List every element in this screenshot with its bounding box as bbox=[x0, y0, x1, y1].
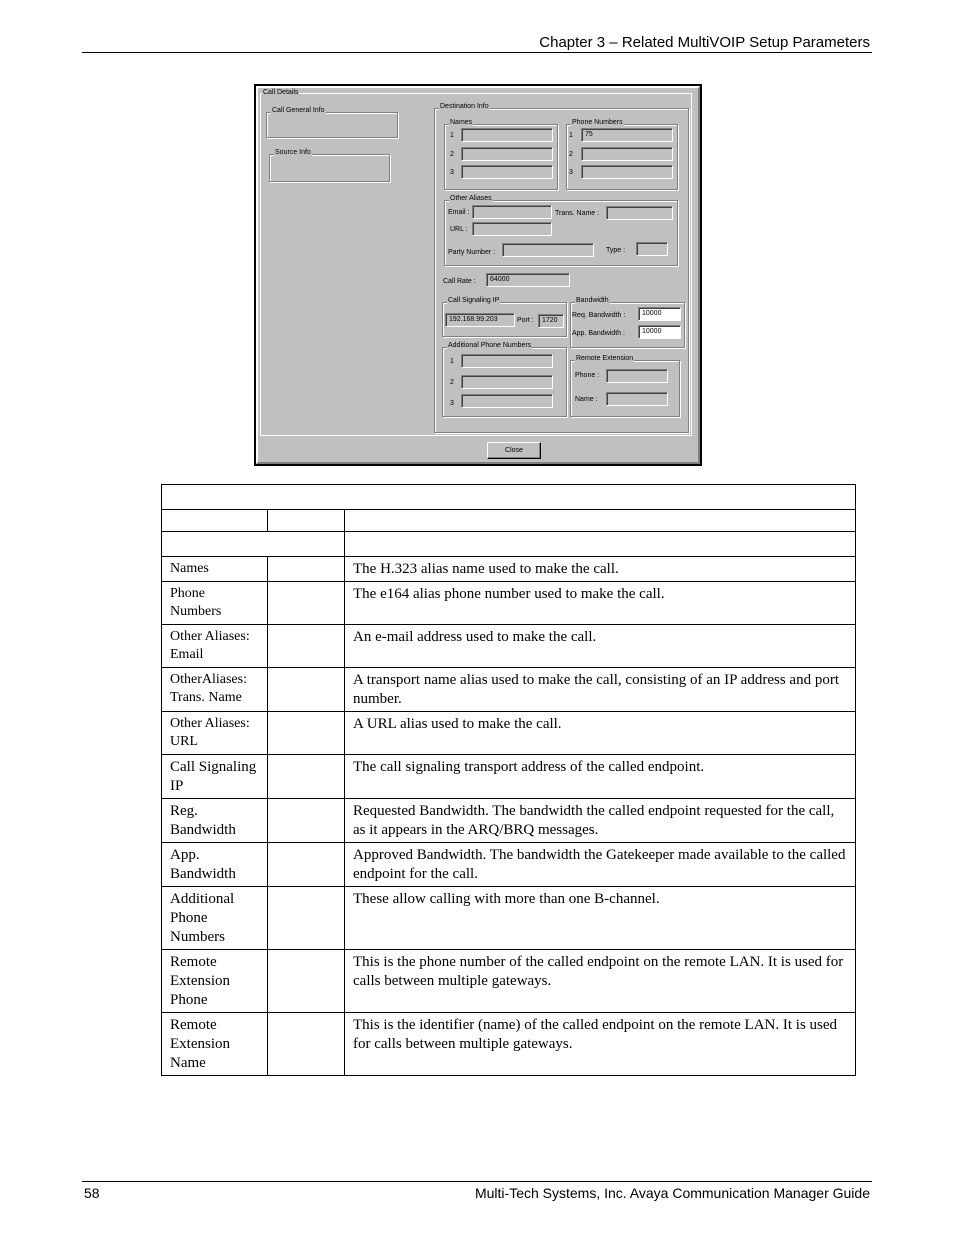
phone-row-1-label: 1 bbox=[569, 132, 573, 139]
description-cell: This is the identifier (name) of the called endpoint on the remote LAN. It is used for calls between multiple gateways. bbox=[345, 1013, 856, 1076]
description-cell: The e164 alias phone number used to make the call. bbox=[345, 582, 856, 625]
app-bandwidth-field[interactable]: 10000 bbox=[638, 325, 681, 339]
field-name-cell: Additional Phone Numbers bbox=[162, 887, 268, 950]
description-cell: The H.323 alias name used to make the call. bbox=[345, 557, 856, 582]
other-aliases-caption: Other Aliases bbox=[450, 195, 492, 202]
table-row bbox=[162, 950, 856, 1013]
close-button[interactable]: Close bbox=[487, 442, 541, 459]
field-name-cell: Call Signaling IP bbox=[162, 755, 268, 799]
type-field[interactable] bbox=[636, 242, 668, 256]
table-row bbox=[162, 582, 856, 625]
table-row bbox=[162, 557, 856, 582]
call-rate-field[interactable]: 64000 bbox=[486, 273, 570, 287]
trans-name-field[interactable] bbox=[606, 206, 673, 220]
table-row bbox=[162, 755, 856, 799]
description-cell: The call signaling transport address of the called endpoint. bbox=[345, 755, 856, 799]
call-rate-label: Call Rate : bbox=[443, 278, 476, 285]
req-bandwidth-label: Req. Bandwidth : bbox=[572, 312, 626, 319]
empty-cell bbox=[268, 557, 345, 582]
additional-phone-numbers-caption: Additional Phone Numbers bbox=[448, 342, 532, 349]
table-header-cell bbox=[345, 510, 856, 532]
field-name-cell: Other Aliases: URL bbox=[162, 712, 268, 755]
empty-cell bbox=[268, 755, 345, 799]
additional-phone-1-field[interactable] bbox=[461, 354, 553, 368]
names-caption: Names bbox=[450, 119, 473, 126]
field-name-cell: Other Aliases: Email bbox=[162, 625, 268, 668]
phone-number-2-field[interactable] bbox=[581, 147, 673, 161]
chapter-title: Chapter 3 – Related MultiVOIP Setup Parameters bbox=[539, 34, 870, 51]
names-row-3-label: 3 bbox=[450, 169, 454, 176]
call-details-table bbox=[161, 484, 856, 1076]
remote-extension-caption: Remote Extension bbox=[576, 355, 634, 362]
table-title-row bbox=[162, 485, 856, 510]
table-header-cell bbox=[268, 510, 345, 532]
additional-phone-3-field[interactable] bbox=[461, 394, 553, 408]
call-details-dialog bbox=[254, 84, 702, 466]
page-footer bbox=[82, 1181, 872, 1201]
req-bandwidth-field[interactable]: 10000 bbox=[638, 307, 681, 321]
phone-number-1-field[interactable]: 75 bbox=[581, 128, 673, 142]
table-row bbox=[162, 887, 856, 950]
table-row bbox=[162, 1013, 856, 1076]
party-number-field[interactable] bbox=[502, 243, 594, 257]
email-label: Email : bbox=[448, 209, 470, 216]
empty-cell bbox=[268, 799, 345, 843]
table-row bbox=[162, 843, 856, 887]
table-section-cell bbox=[162, 532, 345, 557]
type-label: Type : bbox=[606, 247, 626, 254]
description-cell: These allow calling with more than one B-channel. bbox=[345, 887, 856, 950]
field-name-cell: App. Bandwidth bbox=[162, 843, 268, 887]
port-field[interactable]: 1720 bbox=[538, 314, 564, 328]
name-2-field[interactable] bbox=[461, 147, 553, 161]
name-3-field[interactable] bbox=[461, 165, 553, 179]
field-name-cell: Reg. Bandwidth bbox=[162, 799, 268, 843]
empty-cell bbox=[268, 712, 345, 755]
source-info-caption: Source Info bbox=[275, 149, 311, 156]
table-body bbox=[162, 557, 856, 1076]
party-number-label: Party Number : bbox=[448, 249, 496, 256]
remote-phone-label: Phone : bbox=[575, 372, 600, 379]
additional-phone-2-field[interactable] bbox=[461, 375, 553, 389]
page-number: 58 bbox=[84, 1185, 100, 1201]
additional-row-2-label: 2 bbox=[450, 379, 454, 386]
description-cell: An e-mail address used to make the call. bbox=[345, 625, 856, 668]
empty-cell bbox=[268, 668, 345, 712]
field-name-cell: Remote Extension Phone bbox=[162, 950, 268, 1013]
app-bandwidth-label: App. Bandwidth : bbox=[572, 330, 625, 337]
additional-row-3-label: 3 bbox=[450, 400, 454, 407]
additional-row-1-label: 1 bbox=[450, 358, 454, 365]
table-section-cell bbox=[345, 532, 856, 557]
phone-number-3-field[interactable] bbox=[581, 165, 673, 179]
trans-name-label: Trans. Name : bbox=[555, 210, 600, 217]
field-name-cell: Names bbox=[162, 557, 268, 582]
table-row bbox=[162, 712, 856, 755]
url-field[interactable] bbox=[472, 222, 552, 236]
empty-cell bbox=[268, 887, 345, 950]
port-label: Port : bbox=[517, 317, 534, 324]
remote-name-field[interactable] bbox=[606, 392, 668, 406]
empty-cell bbox=[268, 843, 345, 887]
email-field[interactable] bbox=[472, 205, 552, 219]
call-general-info-caption: Call General Info bbox=[272, 107, 325, 114]
page-header bbox=[82, 33, 872, 53]
field-name-cell: Phone Numbers bbox=[162, 582, 268, 625]
field-name-cell: OtherAliases: Trans. Name bbox=[162, 668, 268, 712]
description-cell: Approved Bandwidth. The bandwidth the Gatekeeper made available to the called endpoint for the call. bbox=[345, 843, 856, 887]
table-row bbox=[162, 668, 856, 712]
names-row-2-label: 2 bbox=[450, 151, 454, 158]
table-row bbox=[162, 799, 856, 843]
table-header-cell bbox=[162, 510, 268, 532]
remote-phone-field[interactable] bbox=[606, 369, 668, 383]
phone-row-2-label: 2 bbox=[569, 151, 573, 158]
empty-cell bbox=[268, 625, 345, 668]
field-name-cell: Remote Extension Name bbox=[162, 1013, 268, 1076]
description-cell: This is the phone number of the called endpoint on the remote LAN. It is used for calls between multiple gateways. bbox=[345, 950, 856, 1013]
remote-name-label: Name : bbox=[575, 396, 598, 403]
call-general-info-group bbox=[266, 112, 398, 138]
phone-row-3-label: 3 bbox=[569, 169, 573, 176]
footer-publisher: Multi-Tech Systems, Inc. Avaya Communication Manager Guide bbox=[474, 1185, 870, 1201]
bandwidth-caption: Bandwidth bbox=[576, 297, 609, 304]
name-1-field[interactable] bbox=[461, 128, 553, 142]
source-info-group bbox=[269, 154, 390, 182]
dialog-title: Call Details bbox=[263, 89, 299, 96]
ip-address-field[interactable]: 192.168.99.203 bbox=[445, 313, 515, 327]
empty-cell bbox=[268, 1013, 345, 1076]
description-cell: A URL alias used to make the call. bbox=[345, 712, 856, 755]
phone-numbers-caption: Phone Numbers bbox=[572, 119, 623, 126]
destination-info-caption: Destination Info bbox=[440, 103, 489, 110]
empty-cell bbox=[268, 950, 345, 1013]
description-cell: Requested Bandwidth. The bandwidth the called endpoint requested for the call, as it appears in the ARQ/BRQ messages. bbox=[345, 799, 856, 843]
empty-cell bbox=[268, 582, 345, 625]
names-row-1-label: 1 bbox=[450, 132, 454, 139]
description-cell: A transport name alias used to make the call, consisting of an IP address and port number. bbox=[345, 668, 856, 712]
table-row bbox=[162, 625, 856, 668]
call-signaling-ip-caption: Call Signaling IP bbox=[448, 297, 500, 304]
url-label: URL : bbox=[450, 226, 468, 233]
